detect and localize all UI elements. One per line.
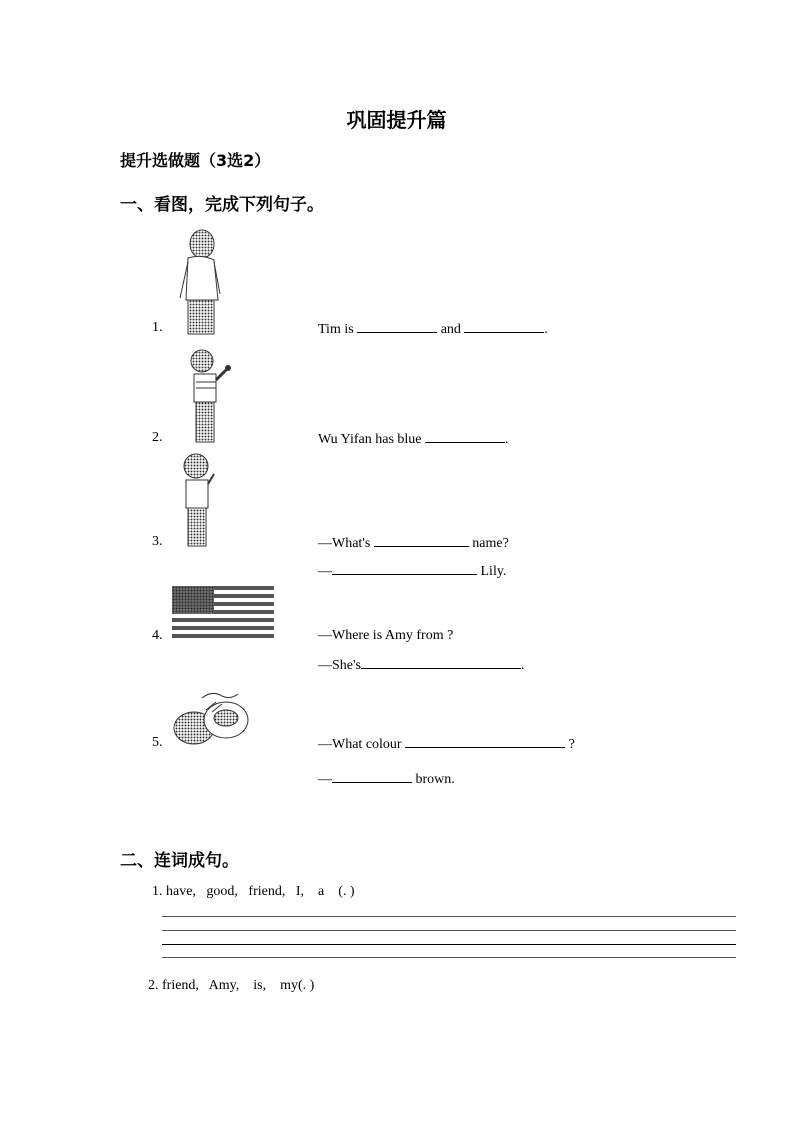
page-title: 巩固提升篇: [346, 108, 447, 132]
item1-text-a: Tim is: [318, 322, 354, 337]
item2-blank[interactable]: [425, 430, 505, 443]
subtitle: 提升选做题（3选2）: [120, 151, 271, 170]
item1-blank-1[interactable]: [357, 320, 437, 333]
sentence2-words: [148, 978, 314, 994]
item3-question-b: name?: [472, 536, 509, 551]
item3-question: [318, 534, 509, 552]
item4-answer-blank[interactable]: [361, 656, 521, 669]
item2-text-a: Wu Yifan has blue: [318, 432, 422, 447]
item3-number: 3.: [152, 534, 163, 549]
sentence1-word-list: have, good, friend, I, a (. ): [166, 884, 355, 899]
sentence1-words: [152, 884, 355, 900]
item3-question-blank[interactable]: [374, 534, 469, 547]
item5-number: 5.: [152, 735, 163, 750]
sentence1-number: 1.: [152, 884, 163, 899]
usa-flag-icon: [172, 586, 274, 640]
item3-answer-blank[interactable]: [332, 562, 477, 575]
writing-line[interactable]: [162, 916, 736, 917]
item1-number: 1.: [152, 320, 163, 335]
item4-answer-a: —She's: [318, 658, 361, 673]
item3-answer-a: —: [318, 564, 332, 579]
writing-line[interactable]: [162, 930, 736, 931]
item1-sentence: [318, 320, 548, 338]
section1-heading: 一、看图，完成下列句子。: [120, 195, 324, 215]
item4-number: 4.: [152, 628, 163, 643]
item1-text-c: .: [544, 322, 548, 337]
girl-figure-icon: [178, 452, 220, 548]
item2-number: 2.: [152, 430, 163, 445]
item5-answer-blank[interactable]: [332, 770, 412, 783]
item5-question-a: —What colour: [318, 737, 402, 752]
item4-answer: [318, 656, 524, 674]
section2-heading: 二、连词成句。: [120, 851, 239, 871]
sentence2-number: 2.: [148, 978, 159, 993]
item1-blank-2[interactable]: [464, 320, 544, 333]
item3-answer-b: Lily.: [480, 564, 507, 579]
item5-question-blank[interactable]: [405, 735, 565, 748]
item4-answer-b: .: [520, 658, 525, 673]
item5-answer-a: —: [318, 772, 332, 787]
item5-answer-b: brown.: [415, 772, 455, 787]
item4-question: —Where is Amy from ?: [318, 628, 454, 643]
item2-text-c: .: [505, 432, 509, 447]
item5-answer: [318, 770, 455, 788]
item5-question: [318, 735, 575, 753]
writing-line[interactable]: [162, 957, 736, 958]
item2-sentence: [318, 430, 509, 448]
girl-figure-icon: [174, 228, 226, 336]
boy-figure-icon: [186, 348, 236, 444]
item3-answer: [318, 562, 506, 580]
item1-text-b: and: [440, 322, 461, 337]
shoes-icon: [172, 688, 252, 748]
writing-line[interactable]: [162, 944, 736, 945]
item5-question-b: ?: [568, 737, 575, 752]
sentence2-word-list: friend, Amy, is, my(. ): [162, 978, 315, 993]
item3-question-a: —What's: [318, 536, 371, 551]
